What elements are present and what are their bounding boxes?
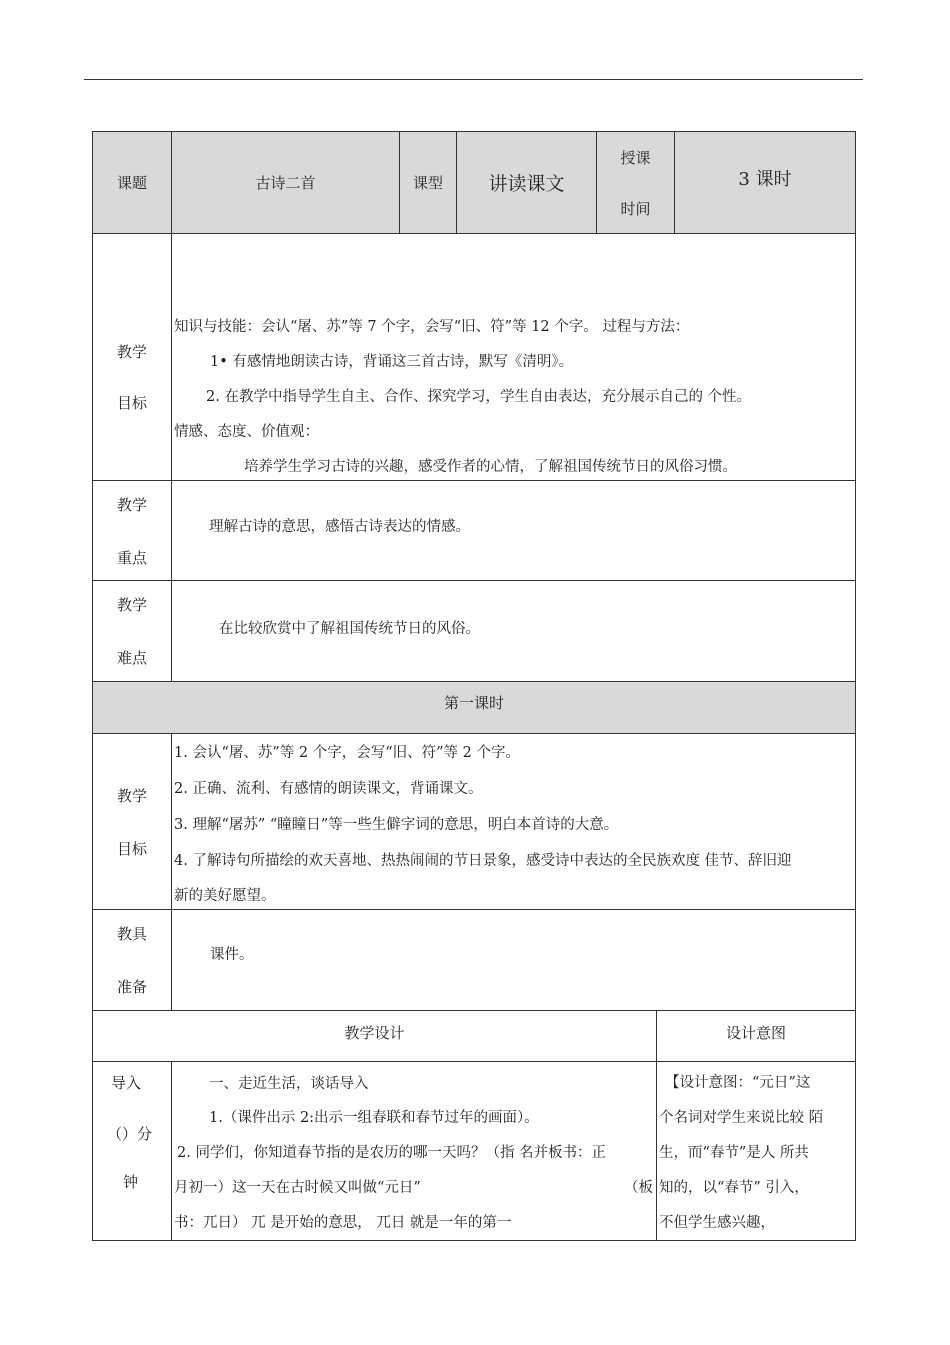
key-points-label: 教学 重点 xyxy=(93,481,172,580)
objectives-line: 1• 有感情地朗读古诗，背诵这三首古诗，默写《清明》。 xyxy=(210,354,574,370)
intent-column-header: 设计意图 xyxy=(725,1023,786,1042)
intro-line: 一、走近生活，谈话导入 xyxy=(209,1076,369,1092)
intro-line: 2. 同学们，你知道春节指的是农历的哪一天吗？（指 名并板书：正 xyxy=(177,1145,607,1161)
intent-line: 【设计意图：“元日”这 xyxy=(665,1075,811,1091)
difficulties-label: 教学 难点 xyxy=(93,581,172,681)
lesson-objectives-content xyxy=(172,734,855,909)
topic-value: 古诗二首 xyxy=(172,132,400,233)
lesson-objective-line: 2. 正确、流利、有感情的朗读课文，背诵课文。 xyxy=(174,781,483,797)
lesson-one-title: 第一课时 xyxy=(443,694,504,712)
header-row xyxy=(92,131,856,234)
lesson-plan-table xyxy=(92,131,856,1241)
difficulties-text: 在比较欣赏中了解祖国传统节日的风俗。 xyxy=(219,621,480,637)
materials-label: 教具 准备 xyxy=(93,910,172,1010)
key-points-text: 理解古诗的意思，感悟古诗表达的情感。 xyxy=(209,519,470,535)
intent-line: 个名词对学生来说比较 陌 xyxy=(659,1110,824,1126)
materials-row xyxy=(92,910,856,1011)
materials-text: 课件。 xyxy=(210,947,254,963)
time-label: 授课 时间 xyxy=(597,132,675,233)
objectives-line: 2. 在教学中指导学生自主、合作、探究学习，学生自由表达，充分展示自己的 个性。 xyxy=(206,389,752,405)
key-points-row xyxy=(92,481,856,581)
period-value: 3 课时 xyxy=(738,168,792,190)
objectives-row xyxy=(92,234,856,481)
key-points-content xyxy=(172,481,855,580)
lesson-one-title-row xyxy=(92,682,856,734)
intro-label: 导入 （）分 钟 xyxy=(93,1062,172,1240)
intent-line: 知的，以“春节” 引入， xyxy=(659,1180,809,1196)
lesson-objectives-row xyxy=(92,734,856,910)
objectives-line: 培养学生学习古诗的兴趣，感受作者的心情，了解祖国传统节日的风俗习惯。 xyxy=(244,459,737,475)
intro-line: 月初一）这一天在古时候又叫做“元日” xyxy=(174,1180,421,1196)
objectives-line: 情感、态度、价值观： xyxy=(174,424,319,440)
objectives-line: 知识与技能：会认“屠、苏”等 7 个字，会写“旧、符”等 12 个字。 过程与方法： xyxy=(174,319,690,335)
intro-line: （板 xyxy=(624,1180,653,1196)
difficulties-row xyxy=(92,581,856,682)
intent-line: 生，而“春节”是人 所共 xyxy=(659,1145,809,1161)
lesson-objective-line: 3. 理解“屠苏” “瞳瞳日”等一些生僻字词的意思，明白本首诗的大意。 xyxy=(174,817,619,833)
topic-label: 课题 xyxy=(93,132,172,233)
objectives-content xyxy=(172,234,855,480)
lesson-objective-line: 1. 会认“屠、苏”等 2 个字，会写“旧、符”等 2 个字。 xyxy=(174,745,520,761)
objectives-label: 教学 目标 xyxy=(93,234,172,480)
intro-content xyxy=(172,1062,657,1240)
type-label: 课型 xyxy=(400,132,457,233)
difficulties-content xyxy=(172,581,855,681)
design-column-header: 教学设计 xyxy=(93,1011,657,1061)
intro-line: 1.（课件出示 2:出示一组春联和春节过年的画面）。 xyxy=(209,1110,539,1126)
intent-line: 不但学生感兴趣， xyxy=(659,1215,775,1231)
type-value: 讲读课文 xyxy=(457,132,597,233)
design-header-row xyxy=(92,1011,856,1062)
intro-row xyxy=(92,1062,856,1241)
intro-line: 书：兀日） 兀 是开始的意思， 兀日 就是一年的第一 xyxy=(174,1215,512,1231)
lesson-objectives-label: 教学 目标 xyxy=(93,734,172,909)
header-rule xyxy=(84,79,863,80)
lesson-objective-line: 4. 了解诗句所描绘的欢天喜地、热热闹闹的节日景象，感受诗中表达的全民族欢度 佳节、辞旧迎 xyxy=(174,853,792,869)
lesson-objective-line: 新的美好愿望。 xyxy=(174,888,276,904)
intro-intent xyxy=(657,1062,855,1240)
materials-content xyxy=(172,910,855,1010)
